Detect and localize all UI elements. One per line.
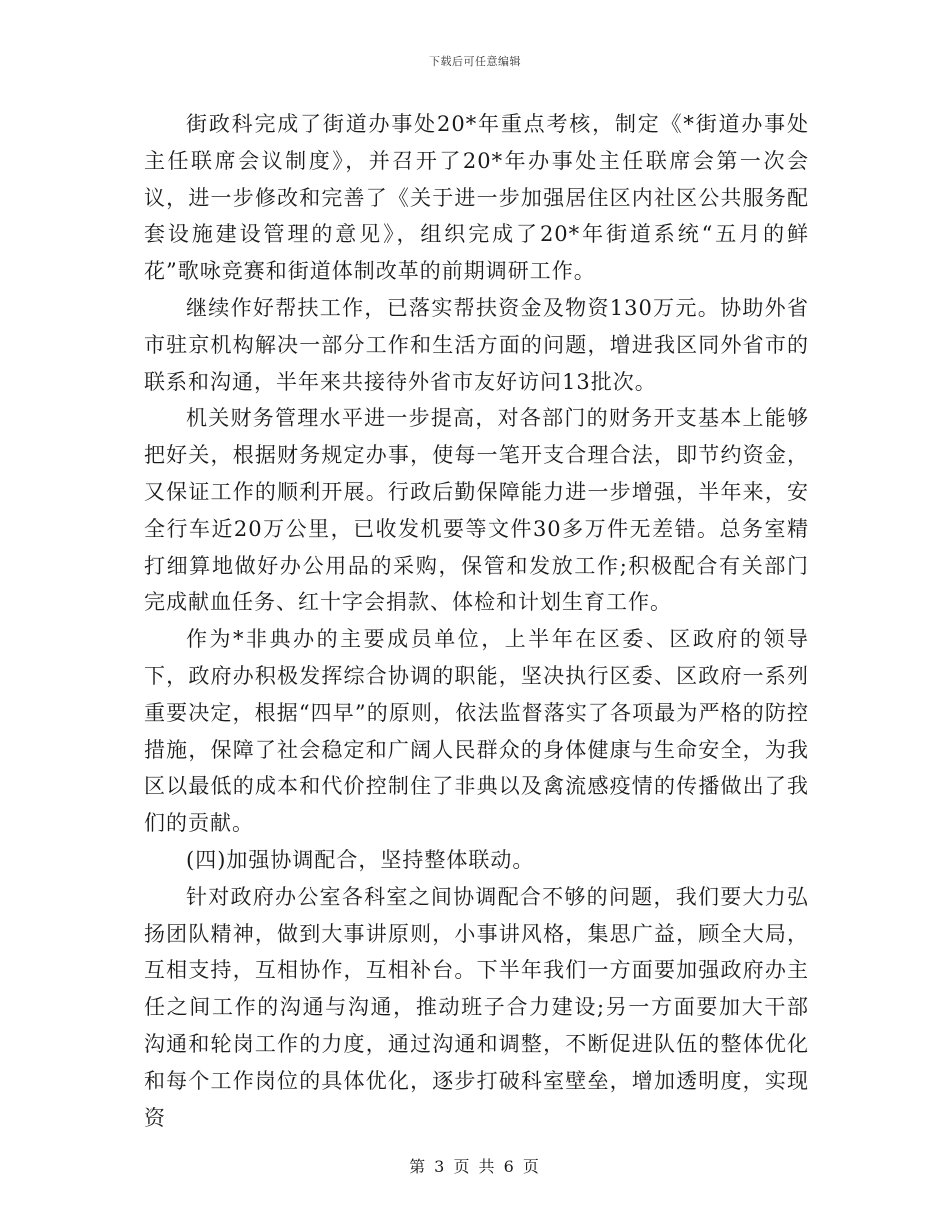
paragraph-team-coordination: 针对政府办公室各科室之间协调配合不够的问题，我们要大力弘扬团队精神，做到大事讲原则，小事讲风格，集思广益，顾全大局，互相支持，互相协作，互相补台。下半年我们一方面要加强政府办主任之间工作的沟通与沟通，推动班子合力建设;另一方面要加大干部沟通和轮岗工作的力度，通过沟通和调整，不断促进队伍的整体优化和每个工作岗位的具体优化，逐步打破科室壁垒，增加透明度，实现资 <box>144 884 809 1130</box>
section-heading-coordination: (四)加强协调配合，坚持整体联动。 <box>186 847 535 872</box>
document-body <box>144 106 809 1136</box>
paragraph-sars-office: 作为*非典办的主要成员单位，上半年在区委、区政府的领导下，政府办积极发挥综合协调的职能，坚决执行区委、区政府一系列重要决定，根据“四早”的原则，依法监督落实了各项最为严格的防控措施，保障了社会稳定和广阔人民群众的身体健康与生命安全，为我区以最低的成本和代价控制住了非典以及禽流感疫情的传播做出了我们的贡献。 <box>144 627 809 836</box>
page-header: 下载后可任意编辑 <box>429 55 521 68</box>
paragraph-street-affairs: 街政科完成了街道办事处20*年重点考核，制定《*街道办事处主任联席会议制度》，并召开了20*年办事处主任联席会第一次会议，进一步修改和完善了《关于进一步加强居住区内社区公共服务配套设施建设管理的意见》，组织完成了20*年街道系统“五月的鲜花”歌咏竞赛和街道体制改革的前期调研工作。 <box>144 112 809 284</box>
paragraph-finance-management: 机关财务管理水平进一步提高，对各部门的财务开支基本上能够把好关，根据财务规定办事，使每一笔开支合理合法，即节约资金，又保证工作的顺利开展。行政后勤保障能力进一步增强，半年来，安全行车近20万公里，已收发机要等文件30多万件无差错。总务室精打细算地做好办公用品的采购，保管和发放工作;积极配合有关部门完成献血任务、红十字会捐款、体检和计划生育工作。 <box>144 406 809 615</box>
page-number-footer: 第 3 页 共 6 页 <box>409 1157 541 1176</box>
paragraph-assistance-work: 继续作好帮扶工作，已落实帮扶资金及物资130万元。协助外省市驻京机构解决一部分工作和生活方面的问题，增进我区同外省市的联系和沟通，半年来共接待外省市友好访问13批次。 <box>144 295 809 394</box>
